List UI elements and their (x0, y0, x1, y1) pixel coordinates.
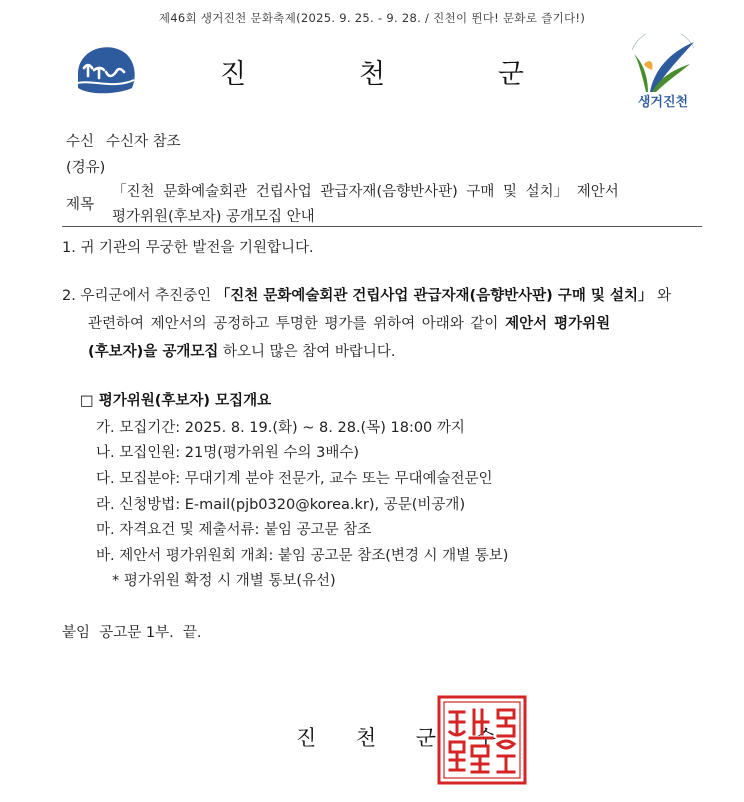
org-title-char: 천 (358, 59, 386, 90)
org-title-char: 군 (497, 59, 524, 90)
p2-project-name: 「진천 문화예술회관 건립사업 관급자재(음향반사판) 구매 및 설치」 (215, 288, 653, 304)
svg-text:생거진천: 생거진천 (637, 95, 689, 110)
paragraph-2 (62, 282, 706, 366)
sign-char: 군 (415, 726, 437, 750)
saenggeo-jincheon-logo (624, 34, 702, 110)
p2-intro: 2. 우리군에서 추진중인 (62, 288, 216, 304)
recipient-row (66, 130, 181, 151)
p2-purpose: 관련하여 제안서의 공정하고 투명한 평가를 위하여 아래와 같이 (88, 316, 506, 332)
recipient-value: 수신자 참조 (106, 134, 181, 150)
sign-char: 천 (355, 726, 377, 750)
header-divider (62, 226, 702, 227)
list-item: 다. 모집분야: 무대기계 분야 전문가, 교수 또는 무대예술전문인 (96, 471, 493, 487)
org-title-char: 진 (220, 59, 247, 90)
p2-highlight-1: 제안서 평가위원 (505, 316, 611, 332)
issuing-organization-title (220, 52, 524, 91)
p2-connector: 와 (652, 288, 672, 304)
paragraph-1: 1. 귀 기관의 무궁한 발전을 기원합니다. (62, 240, 314, 256)
subject-line-2: 평가위원(후보자) 공개모집 안내 (112, 209, 315, 225)
p2-highlight-2: (후보자)을 공개모집 (88, 344, 219, 360)
sign-char: 수 (475, 726, 496, 750)
subject-line-1: 「진천 문화예술회관 건립사업 관급자재(음향반사판) 구매 및 설치」 제안서 (112, 184, 619, 200)
section-title: □ 평가위원(후보자) 모집개요 (80, 393, 272, 409)
list-item: 마. 자격요건 및 제출서류: 붙임 공고문 참조 (96, 522, 372, 538)
via-label: (경유) (66, 160, 106, 176)
recipient-label: 수신 (66, 134, 95, 150)
list-item: 가. 모집기간: 2025. 8. 19.(화) ~ 8. 28.(목) 18:00 까지 (96, 420, 465, 436)
note: * 평가위원 확정 시 개별 통보(유선) (112, 573, 336, 589)
list-item: 나. 모집인원: 21명(평가위원 수의 3배수) (96, 445, 360, 461)
attachment-line: 붙임 공고문 1부. 끝. (62, 625, 202, 641)
p2-closing: 하오니 많은 참여 바랍니다. (218, 344, 396, 360)
festival-slogan: 제46회 생거진천 문화축제(2025. 9. 25. - 9. 28. / 진천이 뛴다! 문화로 즐기다!) (158, 11, 586, 25)
jincheon-gun-logo (72, 44, 136, 96)
official-seal-stamp (436, 694, 528, 786)
list-item: 바. 제안서 평가위원회 개최: 붙임 공고문 참조(변경 시 개별 통보) (96, 548, 509, 564)
subject-label: 제목 (66, 197, 95, 213)
list-item: 라. 신청방법: E-mail(pjb0320@korea.kr), 공문(비공개) (96, 497, 466, 513)
sign-char: 진 (296, 726, 317, 750)
